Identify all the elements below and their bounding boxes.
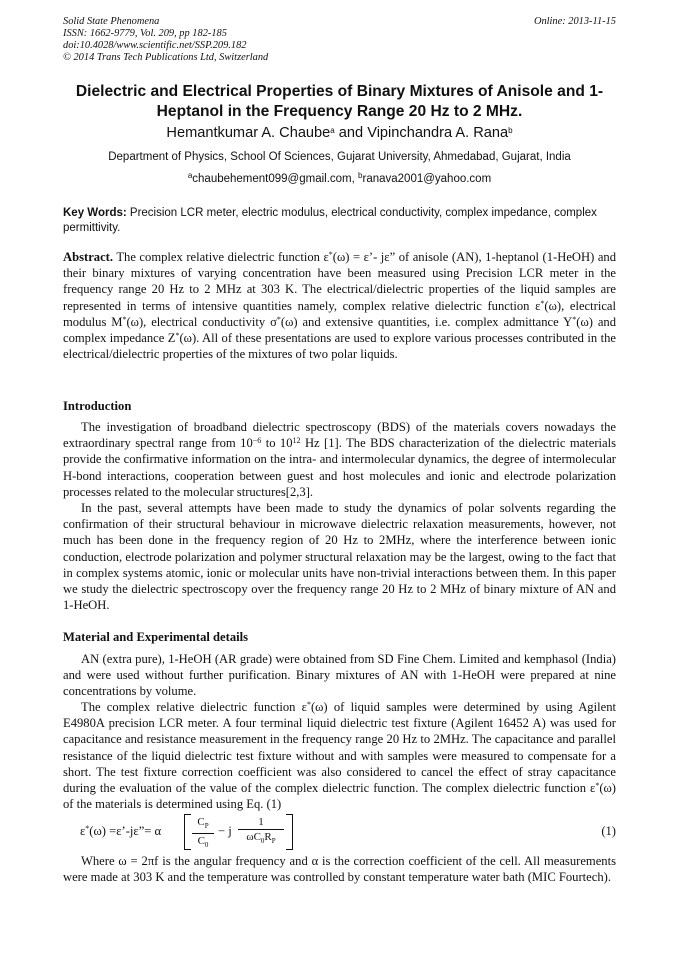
- online-date: Online: 2013-11-15: [533, 16, 616, 27]
- wc-subscript: 0: [260, 837, 265, 846]
- methods-paragraph-2: [63, 699, 616, 812]
- author-2: Vipinchandra A. Rana: [367, 125, 509, 141]
- intro-p1-text-c: Hz [1]. The BDS characterization of the dielectric materials provide the confirmative information on the intra- and intermolecular dynamics, the degree of intermolecular H-bond interactions, cooperation between guest and host molecules and ionic and electrode polarization processes related to the molecular structures[2,3].: [63, 436, 617, 499]
- intro-paragraph-2: In the past, several attempts have been made to study the dynamics of polar solvents regarding the confirmation of their structural behaviour in microwave dielectric relaxation measurements, however, not much has been done in the frequency region of 20 Hz to 2MHz, where the interference between ionic conduction, electrode polarization and polymer structural relaxation may be the largest, owing to the fact that in complex systems atomic, ionic or molecular units have non-trivial interactions between them. In this paper we study the dielectric spectroscopy over the frequency range 20 Hz to 2 MHz of binary mixture of AN and 1-HeOH.: [63, 501, 616, 613]
- email-1-affil: a: [187, 171, 193, 180]
- star-sup: *: [276, 314, 281, 324]
- abstract: [63, 249, 616, 362]
- methods-paragraph-3: Where ω = 2πf is the angular frequency and α is the correction coefficient of the cell. All measurements were made at 303 K and the temperature was controlled by constant temperature water bath (MIC Fourtech).: [63, 854, 616, 885]
- abstract-label: Abstract.: [63, 250, 114, 264]
- star-sup: *: [328, 250, 333, 259]
- eq-minus-j: − j: [218, 824, 232, 838]
- exponent: −6: [252, 436, 262, 446]
- star-sup: *: [540, 298, 545, 308]
- eq-lhs-rest: (ω) =ε’-jε”= α: [89, 824, 162, 838]
- journal-name: Solid State Phenomena: [63, 16, 160, 27]
- methods-heading: Material and Experimental details: [63, 630, 249, 644]
- keywords-text: Precision LCR meter, electric modulus, electrical conductivity, complex impedance, complex permittivity.: [63, 207, 597, 234]
- equation-lhs: [80, 824, 161, 839]
- star-sup: *: [572, 314, 577, 324]
- methods-p2-text-b: (ω) of liquid samples were determined by using Agilent E4980A precision LCR meter. A four terminal liquid dielectric test fixture (Agilent 16452 A) was used for capacitance and resistance measurement in the frequency range 20 Hz to 2MHz. The capacitance and parallel resistance of the liquid dielectric test fixture without and with samples were measured to compensate for a short. The test fixture correction coefficient was also considered to cancel the effect of stray capacitance during the evaluation of the value of the complex dielectric function. The complex dielectric function ε: [63, 700, 616, 796]
- methods-p2-text-c: (ω) of the materials is determined using Eq. (1): [63, 781, 616, 812]
- abstract-text-7: (ω). All of these presentations are used to explore various processes contributed in the electrical/dielectric properties of the mixtures of two polar liquids.: [63, 331, 616, 362]
- issn-line: ISSN: 1662-9779, Vol. 209, pp 182-185: [63, 28, 227, 39]
- copyright-line: © 2014 Trans Tech Publications Ltd, Switzerland: [63, 52, 269, 63]
- email-2-affil: b: [358, 171, 363, 180]
- c0-symbol: C: [197, 835, 205, 848]
- author-2-affil: b: [508, 126, 513, 135]
- frac-numerator: [192, 815, 214, 834]
- c0-subscript: 0: [204, 841, 209, 850]
- email-2[interactable]: ranava2001@yahoo.com: [362, 173, 492, 185]
- cp-subscript: P: [204, 822, 209, 831]
- r-symbol: R: [264, 831, 272, 843]
- star-sup: *: [85, 824, 90, 833]
- abstract-text-4: (ω), electrical conductivity σ: [126, 314, 277, 329]
- author-1-affil: a: [330, 126, 335, 135]
- r-subscript: P: [271, 837, 276, 846]
- frac-denominator: [192, 834, 214, 852]
- intro-p1-text-b: to 10: [261, 436, 293, 451]
- star-sup: *: [595, 781, 600, 791]
- keywords-label: Key Words:: [63, 207, 127, 219]
- paper-title: Dielectric and Electrical Properties of Binary Mixtures of Anisole and 1-Heptanol in the Frequency Range 20 Hz to 2 MHz.: [75, 83, 604, 120]
- methods-paragraph-1: AN (extra pure), 1-HeOH (AR grade) were obtained from SD Fine Chem. Limited and kemphasol (India) and were used without further purification. Binary mixtures of AN with 1-HeOH were prepared at nine concentrations by volume.: [63, 652, 616, 699]
- keywords: [63, 206, 616, 236]
- abstract-text-3: (ω), electrical modulus M: [63, 298, 616, 329]
- frac-numerator-one: 1: [238, 815, 284, 830]
- star-sup: *: [306, 700, 311, 709]
- intro-p1-text-a: The investigation of broadband dielectric spectroscopy (BDS) of the materials covers nowadays the extraordinary spectral range from 10: [63, 420, 616, 451]
- fraction-one-over: [238, 815, 284, 848]
- equation-number: (1): [601, 824, 616, 838]
- abstract-text-6: (ω) and complex impedance Z: [63, 314, 617, 346]
- equation-1: [80, 812, 616, 852]
- intro-paragraph-1: [63, 419, 616, 500]
- email-1[interactable]: chaubehement099@gmail.com,: [192, 173, 355, 185]
- right-bracket: [286, 814, 293, 850]
- doi-line: doi:10.4028/www.scientific.net/SSP.209.182: [63, 40, 247, 51]
- abstract-text-5: (ω) and extensive quantities, i.e. complex admittance Y: [280, 314, 573, 329]
- eq-epsilon: ε: [80, 824, 86, 838]
- exponent: 12: [292, 436, 301, 446]
- journal-header: [63, 16, 616, 64]
- star-sup: *: [175, 331, 180, 341]
- abstract-text-1: The complex relative dielectric function ε: [116, 250, 329, 264]
- methods-p2-text-a: The complex relative dielectric function ε: [81, 700, 307, 714]
- author-line: [63, 124, 616, 142]
- author-1: Hemantkumar A. Chaube: [166, 125, 331, 141]
- intro-heading: Introduction: [63, 399, 132, 413]
- left-bracket: [184, 814, 191, 850]
- abstract-text-2: (ω) = ε’- jε” of anisole (AN), 1-heptanol (1-HeOH) and their binary mixtures of varying concentration have been measured using Precision LCR meter in the frequency range 20 Hz to 2 MHz at 303 K. The electrical/dielectric properties of the liquid samples are represented in terms of intensive quantities namely, complex relative dielectric function ε: [63, 250, 617, 313]
- fraction-cp-c0: [192, 815, 214, 852]
- email-line: [63, 172, 616, 186]
- cp-symbol: C: [197, 816, 205, 828]
- star-sup: *: [122, 314, 127, 324]
- wc-symbol: ωC: [246, 831, 261, 843]
- affiliation: Department of Physics, School Of Sciences, Gujarat University, Ahmedabad, Gujarat, India: [108, 151, 571, 163]
- frac-denominator-wcr: [238, 830, 284, 848]
- author-and: and: [338, 125, 364, 141]
